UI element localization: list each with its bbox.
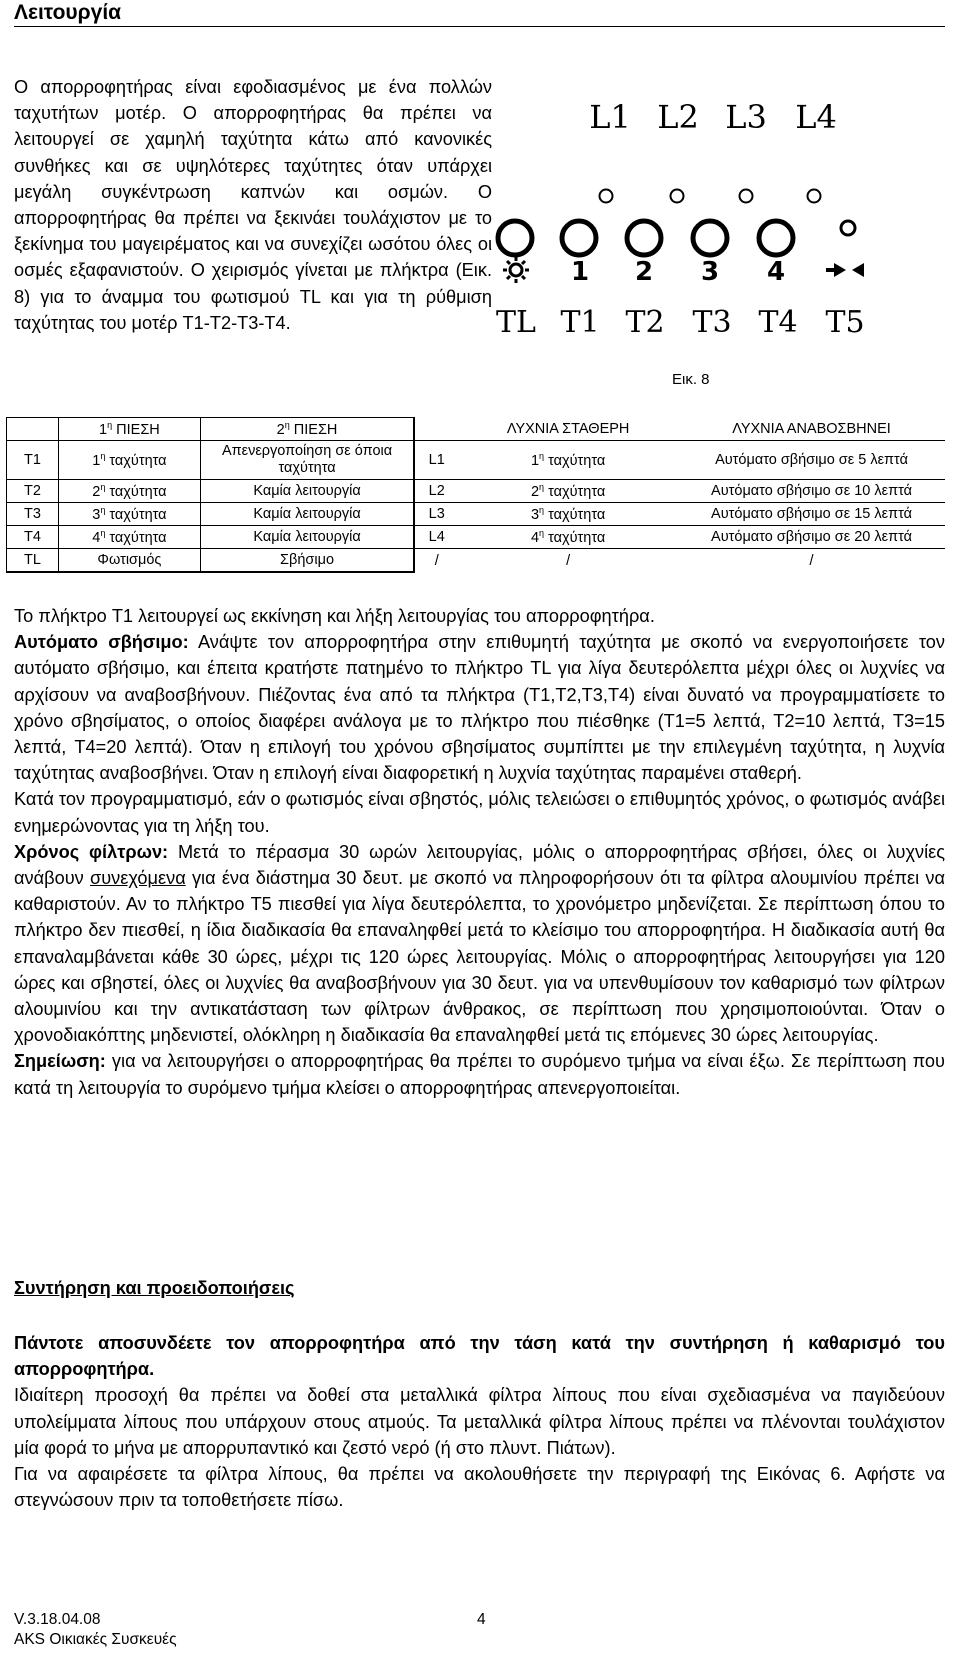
header-second-press: $2^\eta$ ΠΙΕΣΗ bbox=[200, 418, 414, 441]
lamp-label-l1: L1 bbox=[589, 98, 631, 136]
maintenance-section bbox=[14, 1330, 945, 1513]
button-t4 bbox=[759, 221, 793, 255]
programming-paragraph: Κατά τον προγραμματισμό, εάν ο φωτισμός είναι σβηστός, μόλις τελειώσει ο επιθυμητός χρόνος, ο φωτισμός ανάβει ενημερώνοντας για τη λήξη του. bbox=[14, 789, 945, 836]
header-lamp-fixed: ΛΥΧΝΙΑ ΣΤΑΘΕΡΗ bbox=[506, 420, 630, 437]
auto-off-heading: Αυτόματο σβήσιμο: bbox=[14, 632, 189, 653]
operation-instructions bbox=[14, 603, 945, 1101]
header-first-press: $1^\eta$ ΠΙΕΣΗ bbox=[58, 418, 200, 441]
lamp-l1-indicator bbox=[600, 190, 613, 203]
speed-symbol-4: 4 bbox=[766, 257, 786, 287]
filter-removal-paragraph: Για να αφαιρέσετε τα φίλτρα λίπους, θα πρέπει να ακολουθήσετε την περιγραφή της Εικόνας 6. Αφήστε να στεγνώσουν πριν τα τοποθετήσετε πίσω. bbox=[14, 1464, 945, 1511]
auto-off-paragraph: Αυτόματο σβήσιμο: Ανάψτε τον απορροφητήρα στην επιθυμητή ταχύτητα με σκοπό να ενεργοποιήσετε τον αυτόματο σβήσιμο, και έπειτα κρατήστε πατημένο το πλήκτρο TL για λίγα δευτερόλεπτα μέχρι όλες οι λυχνίες να αρχίσουν να αναβοσβήνουν. Πιέζοντας ένα από τα πλήκτρα (T1,T2,T3,T4) είναι δυνατό να προγραμματίσετε το χρόνο σβησίματος, ο οποίος διαφέρει ανάλογα με το πλήκτρο που πιέσθηκε (T1=5 λεπτά, T2=10 λεπτά, T3=15 λεπτά, T4=20 λεπτά). Όταν η επιλογή του χρόνου σβησίματος συμπίπτει με την επιλεγμένη ταχύτητα, η λυχνία ταχύτητας αναβοσβήνει. Όταν η επιλογή είναι διαφορετική η λυχνία ταχύτητας παραμένει σταθερή. bbox=[14, 632, 946, 784]
page-number: 4 bbox=[477, 1611, 486, 1628]
intro-paragraph: Ο απορροφητήρας είναι εφοδιασμένος με ένα πολλών ταχυτήτων μοτέρ. Ο απορροφητήρας θα πρέπει να λειτουργεί σε χαμηλή ταχύτητα κάτω από κανονικές συνθήκες και σε υψηλότερες ταχύτητες όταν υπάρχει μεγάλη συγκέντρωση καπνών και οσμών. Ο απορροφητήρας θα πρέπει να ξεκινάει τουλάχιστον με το ξεκίνημα του μαγειρέματος και να συνεχίζει ωσότου όλες οι οσμές εξαφανιστούν. Ο χειρισμός γίνεται με πλήκτρα (Εικ. 8) για το άναμμα του φωτισμού TL και για τη ρύθμιση ταχύτητας του μοτέρ T1-T2-T3-T4. bbox=[14, 77, 492, 333]
lamp-l3-indicator bbox=[740, 190, 753, 203]
maintenance-heading: Συντήρηση και προειδοποιήσεις bbox=[14, 1278, 295, 1298]
note-heading: Σημείωση: bbox=[14, 1051, 106, 1072]
key-label-t5: T5 bbox=[825, 305, 865, 340]
button-t5 bbox=[841, 221, 855, 235]
key-label-t3: T3 bbox=[692, 305, 732, 340]
lamp-label-l4: L4 bbox=[795, 98, 837, 136]
lamp-l4-indicator bbox=[808, 190, 821, 203]
table-row: T1 $1^\eta$ ταχύτητα Απενεργοποίηση σε όποια ταχύτητα L1 $1^\eta$ ταχύτητα Αυτόματο σβήσιμο σε 5 λεπτά bbox=[7, 441, 946, 480]
table-row: T3 $3^\eta$ ταχύτητα Καμία λειτουργία L3 $3^\eta$ ταχύτητα Αυτόματο σβήσιμο σε 15 λεπτά bbox=[7, 503, 946, 526]
lamp-l2-indicator bbox=[671, 190, 684, 203]
continuous-emphasis: συνεχόμενα bbox=[89, 868, 186, 889]
header-lamp-blinking: ΛΥΧΝΙΑ ΑΝΑΒΟΣΒΗΝΕΙ bbox=[732, 420, 891, 437]
lamp-label-l2: L2 bbox=[657, 98, 699, 136]
table-row: T4 $4^\eta$ ταχύτητα Καμία λειτουργία L4 $4^\eta$ ταχύτητα Αυτόματο σβήσιμο σε 20 λεπτά bbox=[7, 526, 946, 549]
filter-reset-icon bbox=[826, 263, 864, 277]
key-label-t4: T4 bbox=[758, 305, 798, 340]
t1-paragraph: Το πλήκτρο T1 λειτουργεί ως εκκίνηση και λήξη λειτουργίας του απορροφητήρα. bbox=[14, 606, 655, 626]
lamp-label-l3: L3 bbox=[725, 98, 767, 136]
light-icon bbox=[503, 257, 529, 283]
speed-symbol-3: 3 bbox=[700, 257, 720, 287]
company-name: AKS Οικιακές Συσκευές bbox=[14, 1631, 177, 1648]
key-label-tl: TL bbox=[496, 305, 536, 340]
button-t3 bbox=[693, 221, 727, 255]
key-label-t2: T2 bbox=[625, 305, 665, 340]
note-paragraph: Σημείωση: για να λειτουργήσει ο απορροφητήρας θα πρέπει το συρόμενο τμήμα να είναι έξω. Σε περίπτωση που κατά τη λειτουργία το συρόμενο τμήμα κλείσει ο απορροφητήρας απενεργοποιείται. bbox=[14, 1051, 945, 1098]
table-header-row bbox=[7, 418, 946, 441]
button-t1 bbox=[562, 221, 596, 255]
button-t2 bbox=[627, 221, 661, 255]
maintenance-warning: Πάντοτε αποσυνδέετε τον απορροφητήρα από την τάση κατά την συντήρηση ή καθαρισμό του απορροφητήρα. bbox=[14, 1333, 945, 1380]
table-row: T2 $2^\eta$ ταχύτητα Καμία λειτουργία L2 $2^\eta$ ταχύτητα Αυτόματο σβήσιμο σε 10 λεπτά bbox=[7, 480, 946, 503]
speed-symbol-1: 1 bbox=[570, 257, 590, 287]
version-label: V.3.18.04.08 bbox=[14, 1611, 101, 1628]
control-panel-figure bbox=[496, 98, 940, 390]
operation-table bbox=[6, 417, 945, 573]
footer-info bbox=[14, 1610, 177, 1650]
table-row: TL Φωτισμός Σβήσιμο / / / bbox=[7, 549, 946, 573]
title-divider bbox=[14, 26, 945, 27]
filter-timer-paragraph: Χρόνος φίλτρων: Μετά το πέρασμα 30 ωρών λειτουργίας, μόλις ο απορροφητήρας σβήσει, όλες οι λυχνίες ανάβουν συνεχόμενα για ένα διάστημα 30 δευτ. με σκοπό να πληροφορήσουν ότι τα φίλτρα αλουμινίου πρέπει να καθαριστούν. Αν το πλήκτρο T5 πιεσθεί για λίγα δευτερόλεπτα, το χρονόμετρο μηδενίζεται. Σε περίπτωση όπου το πλήκτρο δεν πιεσθεί, η ίδια διαδικασία θα επαναληφθεί μετά το κλείσιμο του απορροφητήρα. Η διαδικασία αυτή θα επαναλαμβάνεται κάθε 30 ώρες, μέχρι τις 120 ώρες λειτουργίας. Μόλις ο απορροφητήρας λειτουργήσει για 120 ώρες και σβηστεί, όλες οι λυχνίες θα αναβοσβήνουν για 30 δευτ. για να υπενθυμίσουν τον καθαρισμό των φίλτρων αλουμινίου και την αντικατάσταση των φίλτρων άνθρακος, σε περίπτωση που χρησιμοποιούνται. Όταν ο χρονοδιακόπτης μηδενιστεί, ολόκληρη η διαδικασία θα επαναληφθεί μετά τις επόμενες 30 ώρες λειτουργίας. bbox=[14, 841, 945, 1046]
filter-cleaning-paragraph: Ιδιαίτερη προσοχή θα πρέπει να δοθεί στα μεταλλικά φίλτρα λίπους που είναι σχεδιασμένα να παγιδεύουν υπολείμματα λίπους που υπάρχουν στους ατμούς. Τα μεταλλικά φίλτρα λίπους πρέπει να πλένονται τουλάχιστον μία φορά το μήνα με απορρυπαντικό και ζεστό νερό (ή στο πλυντ. Πιάτων). bbox=[14, 1385, 945, 1458]
page-title: Λειτουργία bbox=[14, 1, 122, 24]
speed-symbol-2: 2 bbox=[634, 257, 654, 287]
key-label-t1: T1 bbox=[560, 305, 600, 340]
filter-timer-heading: Χρόνος φίλτρων: bbox=[14, 841, 169, 862]
figure-caption: Εικ. 8 bbox=[672, 371, 710, 388]
button-tl bbox=[498, 221, 532, 255]
